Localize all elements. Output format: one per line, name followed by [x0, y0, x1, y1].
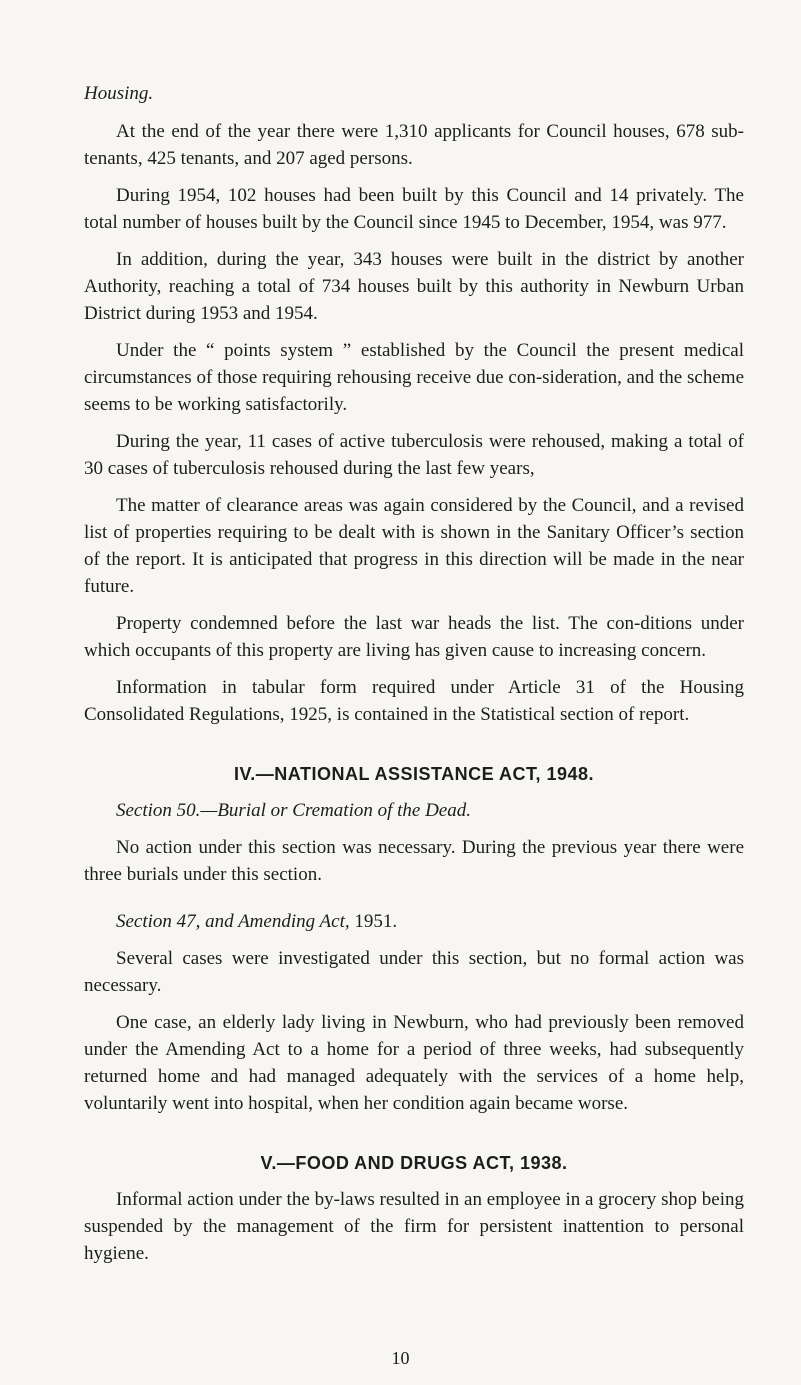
food-drugs-heading: V.—FOOD AND DRUGS ACT, 1938.: [260, 1153, 568, 1173]
section-47-label-year: 1951.: [349, 911, 398, 932]
section-47-paragraph-1: Several cases were investigated under this section, but no formal action was necessary.: [84, 948, 744, 996]
section-50-label-text: Section 50.—Burial or Cremation of the Dead.: [116, 800, 471, 821]
housing-paragraph-4: Under the “ points system ” established by the Council the present medical circumstances of those requiring rehousing receive due con-sideration, and the scheme seems to be working satisfactorily.: [84, 340, 744, 415]
national-assistance-heading: IV.—NATIONAL ASSISTANCE ACT, 1948.: [233, 764, 595, 784]
section-50-label: [84, 797, 744, 824]
section-50-paragraph-1: No action under this section was necessary. During the previous year there were three burials under this section.: [84, 837, 744, 885]
housing-paragraph-1: At the end of the year there were 1,310 applicants for Council houses, 678 sub-tenants, 425 tenants, and 207 aged persons.: [84, 121, 744, 169]
housing-paragraph-7: Property condemned before the last war heads the list. The con-ditions under which occupants of this property are living has given cause to increasing concern.: [84, 613, 744, 661]
food-drugs-paragraph-1: Informal action under the by-laws resulted in an employee in a grocery shop being suspended by the management of the firm for persistent inattention to personal hygiene.: [84, 1189, 744, 1264]
section-47-label: [84, 908, 744, 935]
section-47-paragraph-2: One case, an elderly lady living in Newburn, who had previously been removed under the Amending Act to a home for a period of three weeks, had subsequently returned home and had managed adequately with the services of a home help, voluntarily went into hospital, when her condition again became worse.: [84, 1012, 744, 1114]
housing-paragraph-2: During 1954, 102 houses had been built by this Council and 14 privately. The total number of houses built by the Council since 1945 to December, 1954, was 977.: [84, 185, 744, 233]
housing-paragraph-5: During the year, 11 cases of active tuberculosis were rehoused, making a total of 30 cases of tuberculosis rehoused during the last few years,: [84, 431, 744, 479]
page-number: 10: [391, 1348, 410, 1368]
housing-paragraph-3: In addition, during the year, 343 houses were built in the district by another Authority, reaching a total of 734 houses built by this authority in Newburn Urban District during 1953 and 1954.: [84, 249, 744, 324]
housing-title: Housing.: [84, 83, 154, 104]
housing-paragraph-6: The matter of clearance areas was again considered by the Council, and a revised list of properties requiring to be dealt with is shown in the Sanitary Officer’s section of the report. It is anticipated that progress in this direction will be made in the near future.: [84, 495, 744, 597]
section-47-label-italic: Section 47, and Amending Act,: [116, 911, 350, 932]
housing-paragraph-8: Information in tabular form required under Article 31 of the Housing Consolidated Regulations, 1925, is contained in the Statistical section of report.: [84, 677, 744, 725]
document-page: [84, 80, 744, 1277]
